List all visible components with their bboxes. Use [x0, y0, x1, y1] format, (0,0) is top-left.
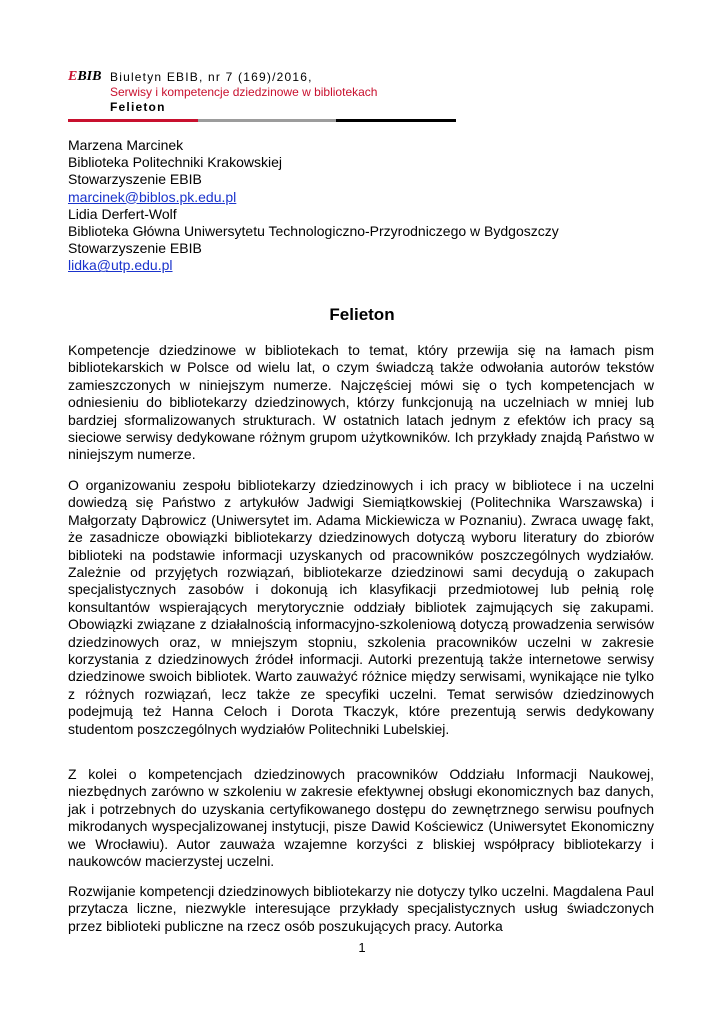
header-rule-red	[68, 119, 198, 122]
issue-theme: Serwisy i kompetencje dziedzinowe w bibliotekach	[110, 85, 378, 99]
author-organization: Stowarzyszenie EBIB	[68, 171, 202, 188]
author-affiliation: Biblioteka Główna Uniwersytetu Technologiczno-Przyrodniczego w Bydgoszczy	[68, 222, 559, 239]
author-block	[68, 137, 658, 275]
body-paragraph: Kompetencje dziedzinowe w bibliotekach to temat, który przewija się na łamach pism bibliotekarskich w Polsce od wielu lat, o czym świadczą także odwołania autorów tekstów zamieszczonych w niniejszym numerze. Najczęściej mówi się o tych kompetencjach w odniesieniu do bibliotekarzy dziedzinowych, którzy funkcjonują na uczelniach w mniej lub bardziej sformalizowanych strukturach. W ostatnich latach jednym z efektów ich pracy są sieciowe serwisy dedykowane różnym grupom użytkowników. Ich przykłady znajdą Państwo w niniejszym numerze.	[68, 342, 654, 463]
header-text	[110, 70, 440, 115]
author-email-link[interactable]: marcinek@biblos.pk.edu.pl	[68, 188, 237, 205]
author-name: Marzena Marcinek	[68, 137, 184, 153]
author-affiliation: Biblioteka Politechniki Krakowskiej	[68, 154, 282, 171]
author-organization: Stowarzyszenie EBIB	[68, 240, 202, 257]
header-rule-gray	[198, 119, 336, 122]
page-number: 1	[358, 940, 366, 955]
ebib-logo: EBIB	[68, 69, 102, 84]
section-name: Felieton	[110, 100, 166, 114]
body-paragraph: Z kolei o kompetencjach dziedzinowych pracowników Oddziału Informacji Naukowej, niezbędnych zarówno w szkoleniu w zakresie efektywnej obsługi ekonomicznych baz danych, jak i potrzebnych do uzyskania certyfikowanego dostępu do zewnętrznego serwisu poufnych mikrodanych wyspecjalizowanej instytucji, pisze Dawid Kościewicz (Uniwersytet Ekonomiczny we Wrocławiu). Autor zauważa wzajemne korzyści z bliskiej współpracy bibliotekarzy i naukowców macierzystej uczelni.	[68, 766, 654, 870]
header-rule-black	[336, 119, 456, 122]
article-title: Felieton	[329, 305, 395, 324]
author-name: Lidia Derfert-Wolf	[68, 205, 177, 222]
body-paragraph: Rozwijanie kompetencji dziedzinowych bibliotekarzy nie dotyczy tylko uczelni. Magdalena Paul przytacza liczne, niezwykle interesujące przykłady specjalistycznych usług świadczonych przez biblioteki publiczne na rzecz osób poszukujących pracy. Autorka	[68, 883, 654, 934]
body-paragraph: O organizowaniu zespołu bibliotekarzy dziedzinowych i ich pracy w bibliotece i na uczelni dowiedzą się Państwo z artykułów Jadwigi Siemiątkowskiej (Politechnika Warszawska) i Małgorzaty Dąbrowicz (Uniwersytet im. Adama Mickiewicza w Poznaniu). Zwraca uwagę fakt, że zasadnicze obowiązki bibliotekarzy dziedzinowych dotyczą wyboru literatury do zbiorów biblioteki na podstawie informacji uzyskanych od pracowników poszczególnych wydziałów. Zależnie od przyjętych rozwiązań, bibliotekarze dziedzinowi sami decydują o zakupach specjalistycznych zasobów i dokonują ich klasyfikacji przedmiotowej lub pełnią rolę konsultantów wspierających merytorycznie oddziały bibliotek zajmujących się zakupami. Obowiązki związane z działalnością informacyjno-szkoleniową dotyczą prowadzenia serwisów dziedzinowych oraz, w mniejszym stopniu, szkolenia pracowników uczelni w zakresie korzystania z dziedzinowych źródeł informacji. Autorki prezentują także internetowe serwisy dziedzinowe swoich bibliotek. Warto zauważyć różnice między serwisami, wynikające nie tylko z różnych rozwiązań, lecz także ze specyfiki uczelni. Temat serwisów dziedzinowych podejmują też Hanna Celoch i Dorota Tkaczyk, które prezentują serwis dedykowany studentom poszczególnych wydziałów Politechniki Lubelskiej.	[68, 477, 654, 737]
author-email-link[interactable]: lidka@utp.edu.pl	[68, 257, 173, 274]
journal-issue: Biuletyn EBIB, nr 7 (169)/2016,	[110, 70, 313, 84]
